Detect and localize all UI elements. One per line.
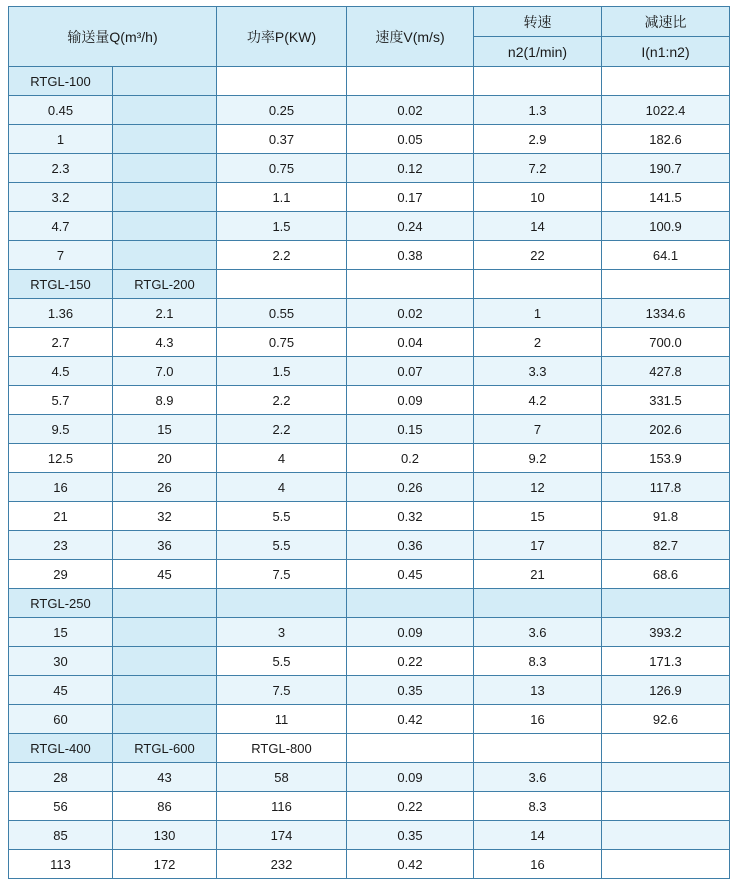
table-cell: 4 (217, 473, 347, 502)
table-cell: 117.8 (602, 473, 730, 502)
table-row (9, 241, 730, 270)
table-cell: 30 (9, 647, 113, 676)
group-cell: RTGL-200 (113, 270, 217, 299)
table-cell: 0.15 (347, 415, 474, 444)
table-cell: 153.9 (602, 444, 730, 473)
table-cell: 0.26 (347, 473, 474, 502)
table-cell: 3.6 (474, 618, 602, 647)
table-cell: 4 (217, 444, 347, 473)
table-row (9, 96, 730, 125)
table-cell: 92.6 (602, 705, 730, 734)
table-row (9, 415, 730, 444)
table-cell: 2.7 (9, 328, 113, 357)
table-cell: 28 (9, 763, 113, 792)
table-cell: 113 (9, 850, 113, 879)
table-cell: 4.7 (9, 212, 113, 241)
table-row (9, 502, 730, 531)
header-rotation: 转速 (474, 7, 602, 37)
table-cell: 16 (9, 473, 113, 502)
table-group-row (9, 589, 730, 618)
table-cell: 1.5 (217, 212, 347, 241)
table-cell: 172 (113, 850, 217, 879)
table-cell: 0.32 (347, 502, 474, 531)
table-cell: 0.55 (217, 299, 347, 328)
table-cell: 43 (113, 763, 217, 792)
table-cell: 8.3 (474, 647, 602, 676)
table-cell: 15 (9, 618, 113, 647)
table-cell: 0.2 (347, 444, 474, 473)
group-cell (347, 734, 474, 763)
table-cell: 427.8 (602, 357, 730, 386)
table-cell: 3 (217, 618, 347, 647)
table-cell: 2.9 (474, 125, 602, 154)
table-cell: 9.2 (474, 444, 602, 473)
table-cell: 1 (9, 125, 113, 154)
table-cell: 0.35 (347, 821, 474, 850)
table-cell: 86 (113, 792, 217, 821)
table-cell: 7 (474, 415, 602, 444)
group-cell (474, 589, 602, 618)
table-cell: 20 (113, 444, 217, 473)
table-cell: 15 (474, 502, 602, 531)
group-cell (474, 67, 602, 96)
table-cell: 1334.6 (602, 299, 730, 328)
table-cell: 32 (113, 502, 217, 531)
table-cell: 2.1 (113, 299, 217, 328)
table-cell: 3.3 (474, 357, 602, 386)
table-cell: 7.5 (217, 676, 347, 705)
table-row (9, 647, 730, 676)
table-cell: 5.7 (9, 386, 113, 415)
table-cell: 0.12 (347, 154, 474, 183)
table-cell: 22 (474, 241, 602, 270)
table-cell: 0.25 (217, 96, 347, 125)
group-cell (602, 270, 730, 299)
group-cell (217, 589, 347, 618)
table-cell: 182.6 (602, 125, 730, 154)
table-cell (602, 821, 730, 850)
table-cell: 14 (474, 821, 602, 850)
table-cell: 56 (9, 792, 113, 821)
group-cell (217, 67, 347, 96)
table-row (9, 850, 730, 879)
table-cell: 4.3 (113, 328, 217, 357)
table-cell: 21 (474, 560, 602, 589)
group-cell: RTGL-150 (9, 270, 113, 299)
table-cell: 202.6 (602, 415, 730, 444)
table-row (9, 705, 730, 734)
table-group-row (9, 734, 730, 763)
table-cell: 23 (9, 531, 113, 560)
table-cell: 0.45 (9, 96, 113, 125)
table-cell: 45 (113, 560, 217, 589)
header-flow: 输送量Q(m³/h) (9, 7, 217, 67)
table-cell: 45 (9, 676, 113, 705)
table-cell: 232 (217, 850, 347, 879)
table-cell: 85 (9, 821, 113, 850)
table-cell: 2 (474, 328, 602, 357)
table-row (9, 676, 730, 705)
table-cell (113, 154, 217, 183)
table-cell (113, 241, 217, 270)
table-cell: 1022.4 (602, 96, 730, 125)
table-cell: 7.5 (217, 560, 347, 589)
table-cell: 4.2 (474, 386, 602, 415)
table-cell: 0.07 (347, 357, 474, 386)
table-cell: 12 (474, 473, 602, 502)
table-cell: 3.6 (474, 763, 602, 792)
table-row (9, 299, 730, 328)
group-cell (602, 734, 730, 763)
group-cell: RTGL-100 (9, 67, 113, 96)
table-cell: 1.5 (217, 357, 347, 386)
table-cell: 0.35 (347, 676, 474, 705)
table-cell: 0.09 (347, 386, 474, 415)
group-cell (347, 67, 474, 96)
table-cell: 0.05 (347, 125, 474, 154)
table-cell: 0.02 (347, 299, 474, 328)
group-cell (474, 270, 602, 299)
header-ratio-unit: I(n1:n2) (602, 37, 730, 67)
table-cell: 2.2 (217, 415, 347, 444)
table-cell: 21 (9, 502, 113, 531)
table-row (9, 125, 730, 154)
table-cell: 0.38 (347, 241, 474, 270)
table-cell: 0.75 (217, 154, 347, 183)
table-cell: 91.8 (602, 502, 730, 531)
table-cell: 141.5 (602, 183, 730, 212)
group-cell (347, 270, 474, 299)
table-cell (113, 183, 217, 212)
table-cell: 0.02 (347, 96, 474, 125)
table-cell: 64.1 (602, 241, 730, 270)
table-cell: 5.5 (217, 502, 347, 531)
table-cell: 100.9 (602, 212, 730, 241)
table-body (9, 67, 730, 879)
table-row (9, 183, 730, 212)
table-cell: 2.2 (217, 386, 347, 415)
group-cell (602, 589, 730, 618)
table-cell: 60 (9, 705, 113, 734)
table-cell: 13 (474, 676, 602, 705)
table-cell: 9.5 (9, 415, 113, 444)
conveyor-spec-table (8, 6, 730, 879)
table-row (9, 821, 730, 850)
table-row (9, 763, 730, 792)
table-cell (113, 647, 217, 676)
table-cell: 190.7 (602, 154, 730, 183)
header-speed: 速度V(m/s) (347, 7, 474, 67)
table-cell: 130 (113, 821, 217, 850)
table-cell: 11 (217, 705, 347, 734)
table-cell: 5.5 (217, 647, 347, 676)
group-cell: RTGL-600 (113, 734, 217, 763)
table-cell: 0.42 (347, 705, 474, 734)
table-cell: 7 (9, 241, 113, 270)
table-cell: 171.3 (602, 647, 730, 676)
table-row (9, 357, 730, 386)
table-cell: 116 (217, 792, 347, 821)
table-cell: 12.5 (9, 444, 113, 473)
table-row (9, 618, 730, 647)
table-cell: 0.09 (347, 618, 474, 647)
table-cell: 0.24 (347, 212, 474, 241)
table-cell: 0.22 (347, 647, 474, 676)
table-cell: 36 (113, 531, 217, 560)
table-cell: 8.9 (113, 386, 217, 415)
table-cell: 2.2 (217, 241, 347, 270)
table-cell: 14 (474, 212, 602, 241)
header-ratio: 减速比 (602, 7, 730, 37)
table-cell: 0.42 (347, 850, 474, 879)
group-cell (217, 270, 347, 299)
table-cell: 26 (113, 473, 217, 502)
table-row (9, 386, 730, 415)
group-cell (602, 67, 730, 96)
table-row (9, 473, 730, 502)
table-cell: 0.09 (347, 763, 474, 792)
group-cell: RTGL-250 (9, 589, 113, 618)
table-group-row (9, 67, 730, 96)
table-cell: 16 (474, 705, 602, 734)
table-group-row (9, 270, 730, 299)
table-row (9, 792, 730, 821)
table-cell: 0.22 (347, 792, 474, 821)
header-rotation-unit: n2(1/min) (474, 37, 602, 67)
table-cell: 7.0 (113, 357, 217, 386)
table-cell: 700.0 (602, 328, 730, 357)
table-cell (602, 850, 730, 879)
table-cell: 5.5 (217, 531, 347, 560)
table-cell: 7.2 (474, 154, 602, 183)
table-cell: 0.17 (347, 183, 474, 212)
table-cell: 10 (474, 183, 602, 212)
table-cell: 68.6 (602, 560, 730, 589)
table-cell: 126.9 (602, 676, 730, 705)
table-header (9, 7, 730, 67)
table-row (9, 328, 730, 357)
table-cell: 17 (474, 531, 602, 560)
table-cell: 1.36 (9, 299, 113, 328)
table-row (9, 444, 730, 473)
table-cell: 8.3 (474, 792, 602, 821)
table-cell: 174 (217, 821, 347, 850)
group-cell: RTGL-800 (217, 734, 347, 763)
header-row-main (9, 7, 730, 37)
table-cell (113, 618, 217, 647)
table-cell (113, 676, 217, 705)
group-cell: RTGL-400 (9, 734, 113, 763)
table-cell: 16 (474, 850, 602, 879)
table-cell (113, 96, 217, 125)
table-cell: 58 (217, 763, 347, 792)
group-cell (474, 734, 602, 763)
table-cell: 3.2 (9, 183, 113, 212)
group-cell (347, 589, 474, 618)
table-cell: 0.37 (217, 125, 347, 154)
table-cell: 4.5 (9, 357, 113, 386)
table-cell: 1 (474, 299, 602, 328)
table-cell: 29 (9, 560, 113, 589)
table-cell: 1.1 (217, 183, 347, 212)
table-cell: 0.45 (347, 560, 474, 589)
table-cell (113, 212, 217, 241)
table-cell: 15 (113, 415, 217, 444)
group-cell (113, 67, 217, 96)
table-cell: 0.75 (217, 328, 347, 357)
table-cell (602, 792, 730, 821)
table-cell: 82.7 (602, 531, 730, 560)
table-row (9, 531, 730, 560)
table-row (9, 560, 730, 589)
table-cell (113, 125, 217, 154)
table-row (9, 154, 730, 183)
table-cell (602, 763, 730, 792)
table-cell: 0.36 (347, 531, 474, 560)
group-cell (113, 589, 217, 618)
table-cell: 331.5 (602, 386, 730, 415)
table-cell: 2.3 (9, 154, 113, 183)
table-cell: 1.3 (474, 96, 602, 125)
table-cell: 0.04 (347, 328, 474, 357)
table-cell: 393.2 (602, 618, 730, 647)
table-cell (113, 705, 217, 734)
header-power: 功率P(KW) (217, 7, 347, 67)
table-row (9, 212, 730, 241)
